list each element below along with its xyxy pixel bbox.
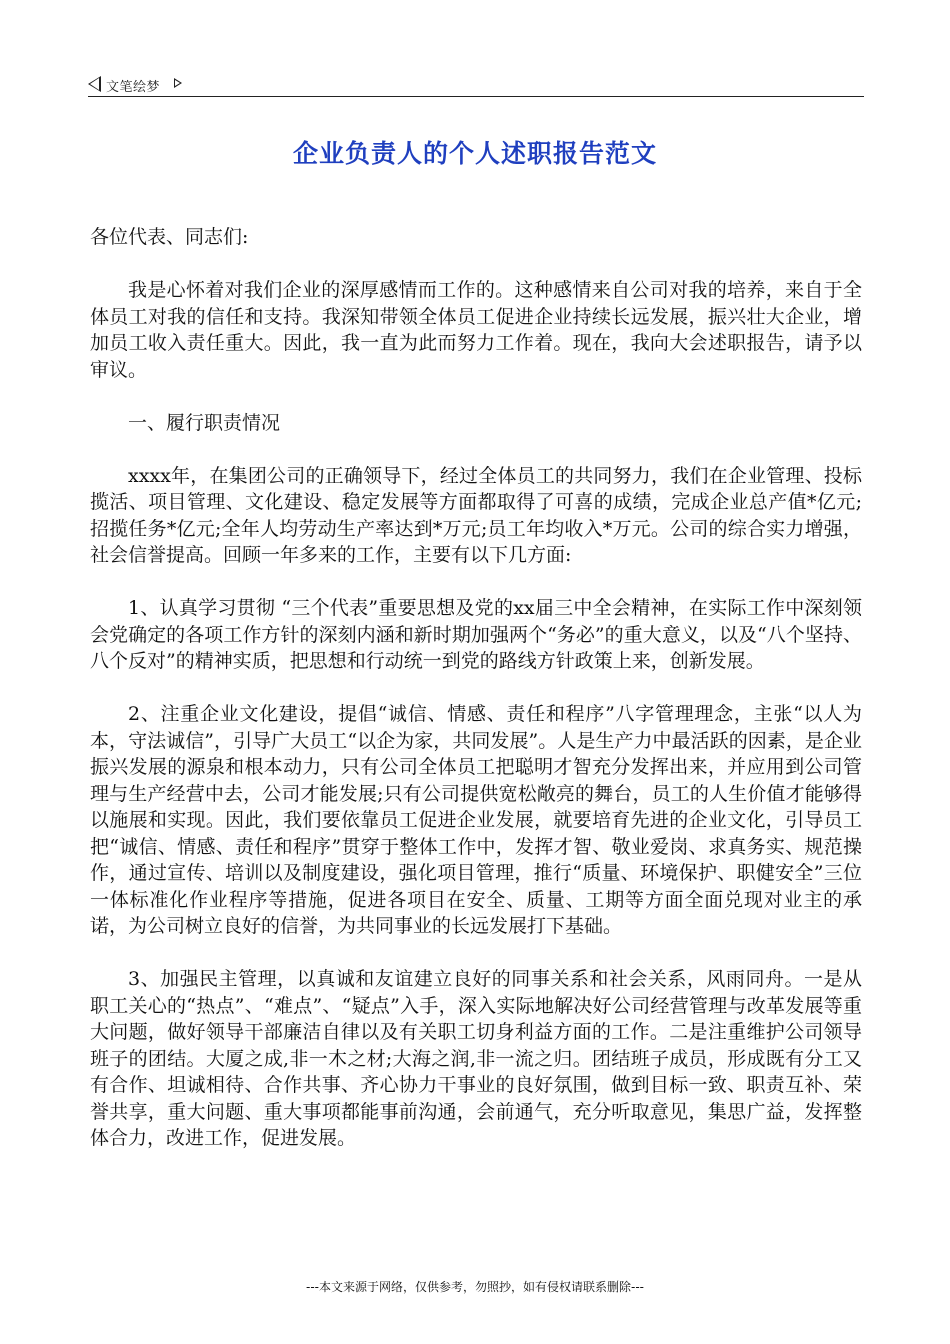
page-header bbox=[88, 74, 864, 97]
triangle-left-icon bbox=[88, 76, 101, 92]
document-title: 企业负责人的个人述职报告范文 bbox=[292, 139, 657, 168]
triangle-right-icon bbox=[174, 78, 182, 88]
paragraph-item-3: 3、加强民主管理，以真诚和友谊建立良好的同事关系和社会关系，风雨同舟。一是从职工关心的“热点”、“难点”、“疑点”入手，深入实际地解决好公司经营管理与改革发展等重大问题，做好领导干部廉洁自律以及有关职工切身利益方面的工作。二是注重维护公司领导班子的团结。大厦之成,非一木之材;大海之润,非一流之归。团结班子成员，形成既有分工又有合作、坦诚相待、合作共事、齐心协力干事业的良好氛围，做到目标一致、职责互补、荣誉共享，重大问题、重大事项都能事前沟通，会前通气，充分听取意见，集思广益，发挥整体合力，改进工作，促进发展。 bbox=[90, 968, 862, 1149]
brand-label: 文笔绘梦 bbox=[106, 80, 161, 95]
paragraph-summary: xxxx年，在集团公司的正确领导下，经过全体员工的共同努力，我们在企业管理、投标揽活、项目管理、文化建设、稳定发展等方面都取得了可喜的成绩，完成企业总产值*亿元;招揽任务*亿元;全年人均劳动生产率达到*万元;员工年均收入*万元。公司的综合实力增强，社会信誉提高。回顾一年多来的工作，主要有以下几方面: bbox=[90, 464, 862, 566]
paragraph-item-1: 1、认真学习贯彻 “三个代表”重要思想及党的xx届三中全会精神，在实际工作中深刻领会党确定的各项工作方针的深刻内涵和新时期加强两个“务必”的重大意义，以及“八个坚持、八个反对”的精神实质，把思想和行动统一到党的路线方针政策上来，创新发展。 bbox=[90, 597, 862, 672]
document-body bbox=[90, 224, 862, 1152]
section-heading: 一、履行职责情况 bbox=[128, 411, 281, 434]
paragraph-item-2: 2、注重企业文化建设，提倡“诚信、情感、责任和程序”八字管理理念，主张“以人为本，守法诚信”，引导广大员工“以企为家，共同发展”。人是生产力中最活跃的因素，是企业振兴发展的源泉和根本动力，只有公司全体员工把聪明才智充分发挥出来，并应用到公司管理与生产经营中去，公司才能发展;只有公司提供宽松敞亮的舞台，员工的人生价值才能够得以施展和实现。因此，我们要依靠员工促进企业发展，就要培育先进的企业文化，引导员工把“诚信、情感、责任和程序”贯穿于整体工作中，发挥才智、敬业爱岗、求真务实、规范操作，通过宣传、培训以及制度建设，强化项目管理，推行“质量、环境保护、职健安全”三位一体标准化作业程序等措施，促进各项目在安全、质量、工期等方面全面兑现对业主的承诺，为公司树立良好的信誉，为共同事业的长远发展打下基础。 bbox=[90, 703, 862, 937]
footer-disclaimer: ---本文来源于网络，仅供参考，勿照抄，如有侵权请联系删除--- bbox=[306, 1280, 644, 1294]
paragraph-intro: 我是心怀着对我们企业的深厚感情而工作的。这种感情来自公司对我的培养，来自于全体员工对我的信任和支持。我深知带领全体员工促进企业持续长远发展，振兴壮大企业，增加员工收入责任重大。因此，我一直为此而努力工作着。现在，我向大会述职报告，请予以审议。 bbox=[90, 279, 862, 381]
salutation: 各位代表、同志们: bbox=[90, 226, 249, 248]
